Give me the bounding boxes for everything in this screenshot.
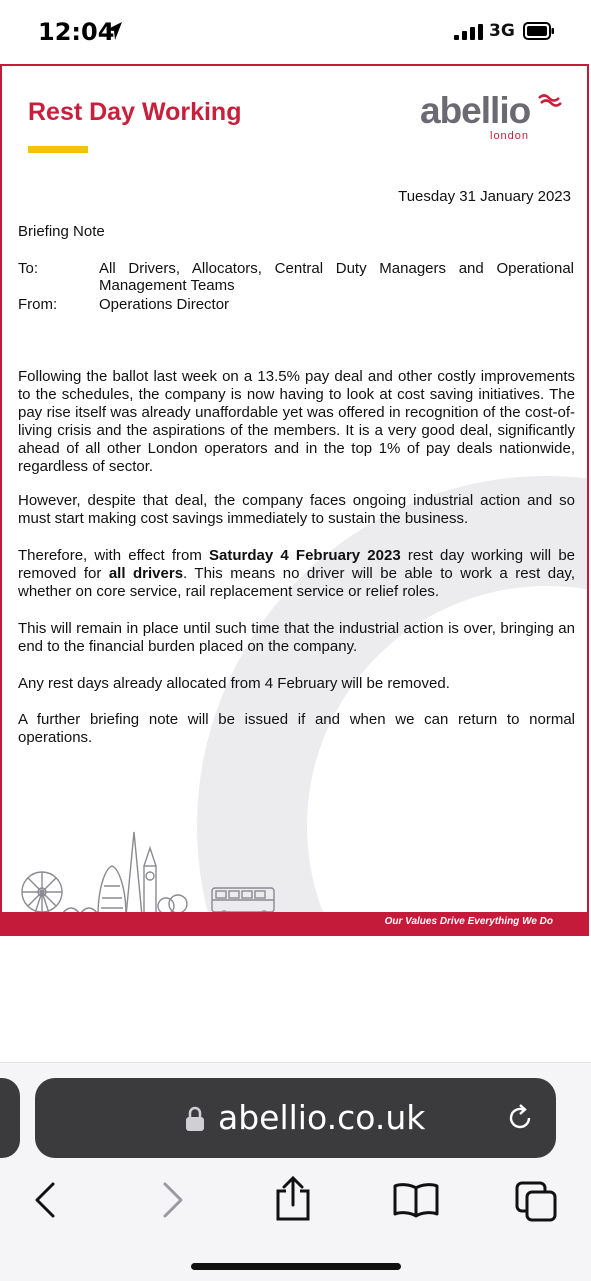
- network-type: 3G: [489, 21, 515, 41]
- from-value: Operations Director: [99, 296, 230, 313]
- abellio-logo: [420, 90, 531, 142]
- briefing-document: [0, 64, 589, 936]
- browser-toolbar: [0, 1062, 591, 1281]
- paragraph-1: Following the ballot last week on a 13.5% pay deal and other costly improvements to the schedules, the company is now having to look at cost saving initiatives. The pay rise itself was already unaffordable yet was offered in recognition of the cost-of-living crisis and the aspirations of the members. It is a very good deal, significantly ahead of all other London operators and in the top 1% of pay deals nationwide, regardless of sector.: [18, 368, 575, 475]
- status-bar: [0, 0, 591, 64]
- location-arrow-icon: [104, 20, 124, 42]
- to-value: All Drivers, Allocators, Central Duty Managers and Operational Management Teams: [99, 260, 574, 294]
- reload-icon[interactable]: [504, 1102, 536, 1134]
- briefing-label: Briefing Note: [18, 223, 105, 240]
- logo-waves-icon: [537, 92, 563, 108]
- london-skyline-illustration: [16, 826, 286, 918]
- para3-part-e: . This means no driver will be able to work a rest day, whether on core service, rail replacement service or relief roles.: [18, 565, 575, 600]
- document-footer: [2, 912, 587, 934]
- footer-tagline: Our Values Drive Everything We Do: [384, 916, 553, 927]
- forward-icon[interactable]: [152, 1180, 192, 1220]
- logo-wordmark: abellio: [420, 90, 531, 131]
- paragraph-4: This will remain in place until such time that the industrial action is over, bringing an end to the financial burden placed on the company.: [18, 620, 575, 655]
- cellular-signal-icon: [454, 24, 484, 40]
- para3-date-bold: Saturday 4 February 2023: [209, 547, 401, 564]
- tabs-icon[interactable]: [514, 1180, 560, 1224]
- battery-icon: [523, 21, 555, 41]
- title-underline: [28, 146, 88, 153]
- from-label: From:: [18, 296, 58, 313]
- share-icon[interactable]: [272, 1175, 314, 1223]
- to-label: To:: [18, 260, 39, 277]
- paragraph-6: A further briefing note will be issued if and when we can return to normal operations.: [18, 711, 575, 746]
- status-time: 12:04: [38, 18, 115, 46]
- lock-icon: [185, 1106, 205, 1132]
- para3-all-drivers-bold: all drivers: [108, 565, 184, 582]
- paragraph-3: [18, 547, 575, 601]
- logo-subtitle: london: [490, 130, 530, 142]
- document-title: Rest Day Working: [28, 98, 242, 126]
- paragraph-5: Any rest days already allocated from 4 February will be removed.: [18, 675, 450, 692]
- paragraph-2: However, despite that deal, the company faces ongoing industrial action and so must start making cost savings immediately to sustain the business.: [18, 492, 575, 527]
- back-icon[interactable]: [26, 1180, 66, 1220]
- url-text[interactable]: abellio.co.uk: [218, 1098, 426, 1137]
- home-indicator[interactable]: [191, 1263, 401, 1270]
- address-bar[interactable]: [35, 1078, 556, 1158]
- document-date: Tuesday 31 January 2023: [398, 188, 571, 205]
- para3-part-c: rest day working will be removed for: [18, 547, 576, 582]
- previous-tab-preview[interactable]: [0, 1078, 20, 1158]
- bookmarks-icon[interactable]: [392, 1180, 440, 1220]
- para3-part-a: Therefore, with effect from: [18, 547, 210, 564]
